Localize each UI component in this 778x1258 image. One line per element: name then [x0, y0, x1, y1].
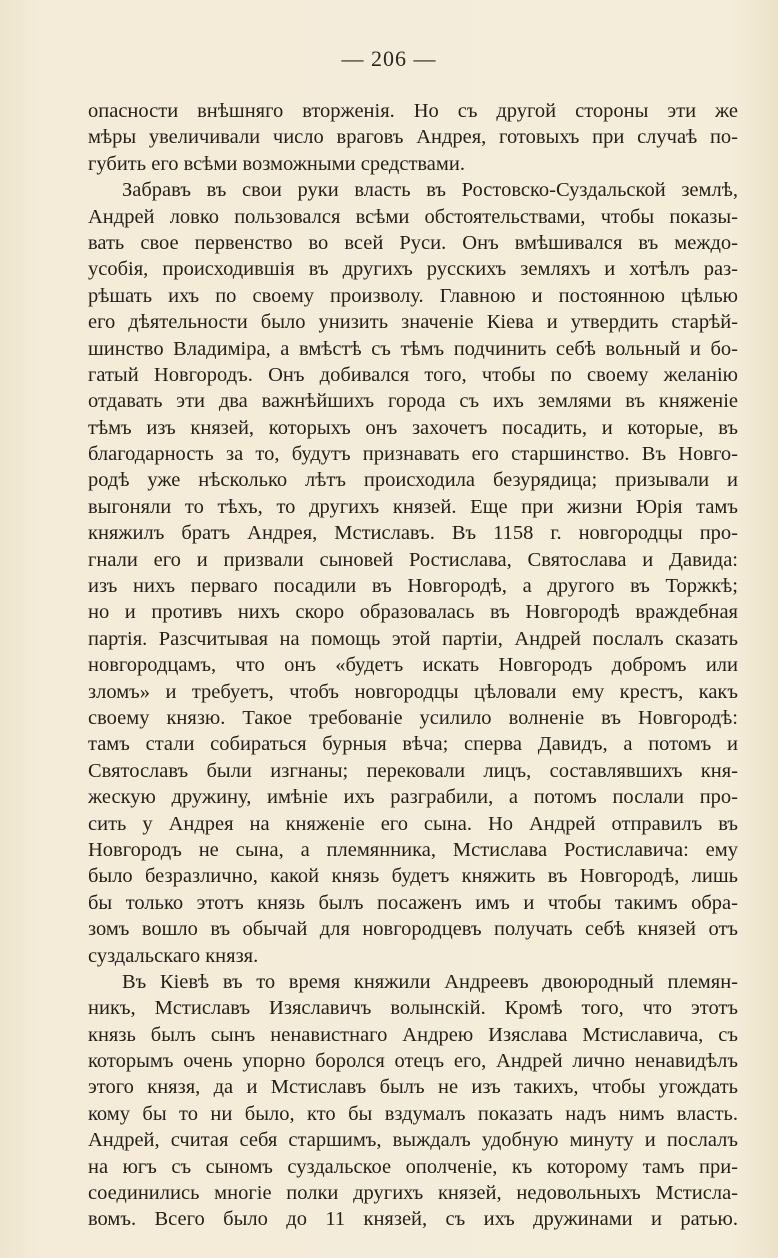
text-line: Святославъ были изгнаны; перековали лицъ, составлявшихъ кня- [88, 759, 738, 782]
body-text [88, 98, 738, 1233]
text-line: соединились многіе полки другихъ князей, недовольныхъ Мстисла- [88, 1182, 738, 1205]
text-line: опасности внѣшняго вторженія. Но съ другой стороны эти же [88, 100, 738, 122]
text-line: благодарность за то, будутъ признавать его старшинство. Въ Новго- [88, 443, 738, 466]
text-line: было безразлично, какой князь будетъ княжить въ Новгородѣ, лишь [88, 865, 738, 888]
text-line: Андрей ловко пользовался всѣми обстоятельствами, чтобы показы- [88, 205, 738, 228]
text-line: новгородцамъ, что онъ «будетъ искать Новгородъ добромъ или [88, 654, 738, 677]
text-line: родѣ уже нѣсколько лѣтъ происходила безурядица; призывали и [88, 469, 738, 492]
text-line: изъ нихъ перваго посадили въ Новгородѣ, а другого въ Торжкѣ; [88, 575, 738, 598]
text-line: его дѣятельности было унизить значеніе Кіева и утвердить старѣй- [88, 311, 738, 334]
text-line: которымъ очень упорно боролся отецъ его, Андрей лично ненавидѣлъ [88, 1050, 738, 1073]
text-line: княжилъ братъ Андрея, Мстиславъ. Въ 1158 г. новгородцы про- [88, 522, 738, 545]
text-line: вомъ. Всего было до 11 князей, съ ихъ дружинами и ратью. [88, 1208, 738, 1231]
text-line: на югъ съ сыномъ суздальское ополченіе, къ которому тамъ при- [88, 1155, 738, 1178]
text-line: Новгородъ не сына, а племянника, Мстислава Ростиславича: ему [88, 838, 738, 861]
text-line: гнали его и призвали сыновей Ростислава, Святослава и Давида: [88, 548, 738, 571]
text-line: зомъ вошло въ обычай для новгородцевъ получать себѣ князей отъ [88, 918, 738, 941]
text-line: партія. Разсчитывая на помощь этой партіи, Андрей послалъ сказать [88, 627, 738, 650]
text-line: выгоняли то тѣхъ, то другихъ князей. Еще при жизни Юрія тамъ [88, 495, 738, 518]
text-line: но и противъ нихъ скоро образовалась въ Новгородѣ враждебная [88, 601, 738, 624]
text-line: Андрей, считая себя старшимъ, выждалъ удобную минуту и послалъ [88, 1129, 738, 1152]
text-line: губить его всѣми возможными средствами. [88, 152, 465, 175]
text-line: гатый Новгородъ. Онъ добивался того, чтобы по своему желанію [88, 363, 738, 386]
text-line: усобія, происходившія въ другихъ русскихъ земляхъ и хотѣлъ раз- [88, 258, 738, 281]
text-line: кому бы то ни было, кто бы вздумалъ показать надъ нимъ власть. [88, 1102, 738, 1125]
text-line: мѣры увеличивали число враговъ Андрея, готовыхъ при случаѣ по- [88, 126, 738, 149]
text-line: Забравъ въ свои руки власть въ Ростовско-Суздальской землѣ, [122, 179, 738, 202]
text-line: своему князю. Такое требованіе усилило волненіе въ Новгородѣ: [88, 706, 738, 729]
text-line: сить у Андрея на княженіе его сына. Но Андрей отправилъ въ [88, 812, 738, 835]
text-line: шинство Владиміра, а вмѣстѣ съ тѣмъ подчинить себѣ вольный и бо- [88, 337, 738, 360]
text-line: тамъ стали собираться бурныя вѣча; сперва Давидъ, а потомъ и [88, 733, 738, 756]
text-line: отдавать эти два важнѣйшихъ города съ ихъ землями въ княженіе [88, 390, 738, 413]
text-line: вать свое первенство во всей Руси. Онъ вмѣшивался въ междо- [88, 231, 738, 254]
page-number: — 206 — [341, 46, 437, 71]
text-line: князь былъ сынъ ненавистнаго Андрею Изяслава Мстиславича, съ [88, 1023, 738, 1046]
text-line: жескую дружину, имѣніе ихъ разграбили, а потомъ послали про- [88, 786, 738, 809]
text-line: никъ, Мстиславъ Изяславичъ волынскій. Кромѣ того, что этотъ [88, 997, 738, 1020]
text-line: Въ Кіевѣ въ то время княжили Андреевъ двоюродный племян- [122, 970, 738, 993]
text-line: суздальскаго князя. [88, 944, 259, 967]
text-line: зломъ» и требуетъ, чтобъ новгородцы цѣловали ему крестъ, какъ [88, 680, 738, 703]
text-line: тѣмъ изъ князей, которыхъ онъ захочетъ посадить, и которые, въ [88, 416, 738, 439]
text-line: бы только этотъ князь былъ посаженъ имъ и чтобы такимъ обра- [88, 891, 738, 914]
text-line: рѣшать ихъ по своему произволу. Главною и постоянною цѣлью [88, 284, 738, 307]
text-line: этого князя, да и Мстиславъ былъ не изъ такихъ, чтобы угождать [88, 1076, 738, 1099]
